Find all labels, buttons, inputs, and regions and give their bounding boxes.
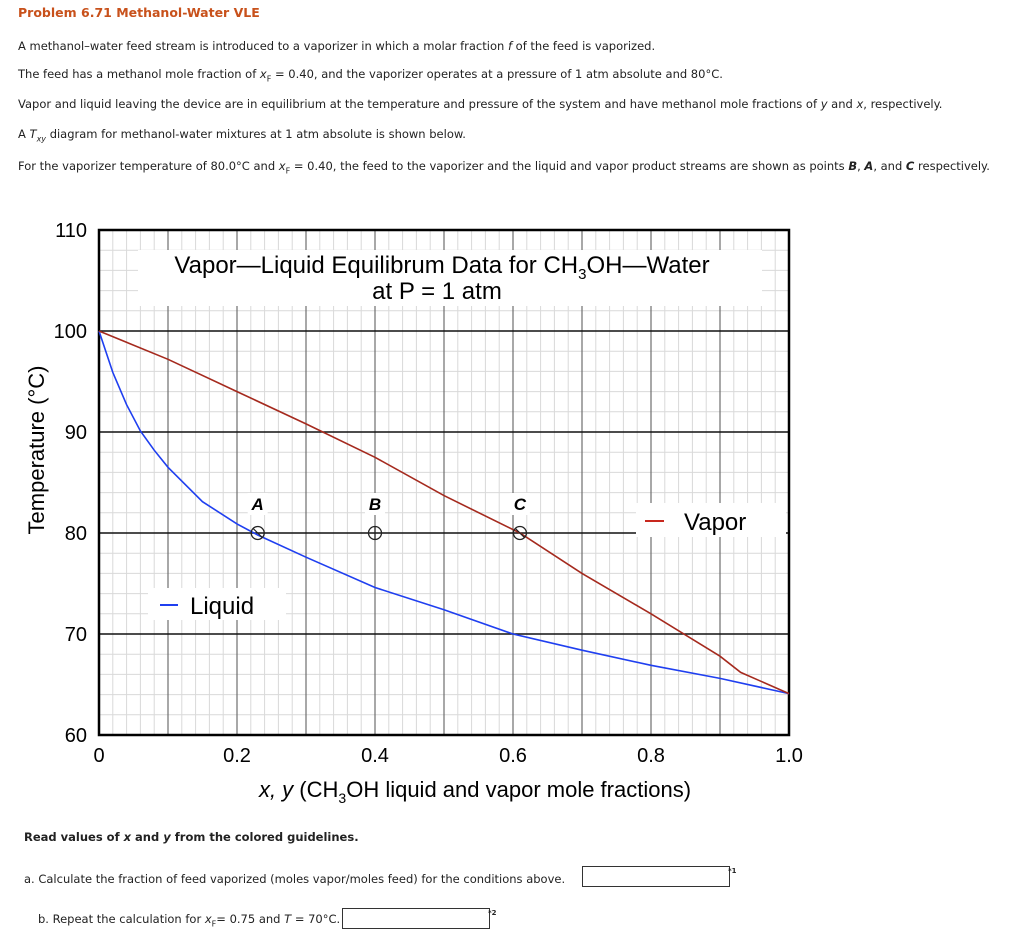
p5-var: x bbox=[278, 159, 286, 173]
point-label: C bbox=[513, 495, 527, 514]
p4-sub: xy bbox=[36, 134, 47, 144]
p1-end: of the feed is vaporized. bbox=[515, 39, 656, 53]
x-tick-label: 1.0 bbox=[775, 745, 803, 767]
p5-point-a: A bbox=[864, 159, 874, 173]
y-tick-label: 110 bbox=[55, 220, 87, 242]
p5-point-b: B bbox=[848, 159, 858, 173]
answer-a-input[interactable] bbox=[582, 866, 730, 887]
y-tick-label: 60 bbox=[64, 725, 87, 747]
x-axis-label: x, y ($CH_3OH$ liquid and vapor mole fractions) bbox=[258, 777, 692, 806]
p2-start: The feed has a methanol mole fraction of bbox=[18, 67, 257, 81]
b-var: x bbox=[204, 912, 212, 926]
p3-and: and bbox=[831, 97, 853, 111]
p4-end: diagram for methanol-water mixtures at 1 atm absolute is shown below. bbox=[49, 127, 466, 141]
p2-end: = 0.40, and the vaporizer operates at a pressure of 1 atm absolute and 80°C. bbox=[275, 67, 723, 81]
p5-point-c: C bbox=[905, 159, 915, 173]
problem-title: Problem 6.71 Methanol-Water VLE bbox=[18, 5, 260, 20]
b-T: T bbox=[284, 912, 292, 926]
p5-start: For the vaporizer temperature of 80.0°C and bbox=[18, 159, 276, 173]
instruction-x: x bbox=[123, 830, 132, 844]
x-tick-label: 0 bbox=[93, 745, 105, 767]
x-tick-label: 0.4 bbox=[361, 745, 389, 767]
answer-b-input[interactable] bbox=[342, 908, 490, 929]
point-label: A bbox=[251, 495, 264, 514]
y-tick-label: 100 bbox=[53, 321, 87, 343]
point-label: B bbox=[368, 495, 382, 514]
p2-var: x bbox=[259, 67, 267, 81]
p3-end: , respectively. bbox=[863, 97, 943, 111]
instruction-y: y bbox=[163, 830, 171, 844]
p5-sub: F bbox=[285, 166, 291, 176]
p5-mid: = 0.40, the feed to the vaporizer and the liquid and vapor product streams are shown as points bbox=[293, 159, 845, 173]
p5-comma-1: , bbox=[857, 159, 861, 173]
p4-start: A bbox=[18, 127, 26, 141]
x-tick-labels bbox=[93, 745, 802, 767]
p1-var: f bbox=[507, 39, 512, 53]
b-sub: F bbox=[211, 919, 217, 929]
p1-text: A methanol–water feed stream is introduced to a vaporizer in which a molar fraction bbox=[18, 39, 505, 53]
p3-y: y bbox=[820, 97, 828, 111]
x-tick-label: 0.6 bbox=[499, 745, 527, 767]
chart-title-line1: Vapor—Liquid Equilibrum Data for $CH_3OH—Water$ bbox=[174, 252, 710, 283]
p5-end: respectively. bbox=[918, 159, 990, 173]
question-b: b. Repeat the calculation for $x_F= 0.75$ and T = 70°C. bbox=[38, 912, 341, 929]
x-tick-label: 0.8 bbox=[637, 745, 665, 767]
legend-vapor-label: Vapor bbox=[684, 509, 747, 536]
answer-a-mark: *1 bbox=[728, 867, 737, 875]
y-tick-label: 70 bbox=[64, 624, 87, 646]
question-a: a. Calculate the fraction of feed vaporized (moles vapor/moles feed) for the conditions above. bbox=[24, 872, 566, 886]
y-tick-labels bbox=[54, 220, 87, 747]
p2-sub: F bbox=[266, 74, 272, 84]
chart-title-line2: at P = 1 atm bbox=[372, 278, 502, 305]
answer-b-mark: *2 bbox=[488, 909, 497, 917]
y-tick-label: 80 bbox=[64, 523, 87, 545]
x-tick-label: 0.2 bbox=[223, 745, 251, 767]
y-tick-label: 90 bbox=[64, 422, 87, 444]
p5-comma-2: , and bbox=[873, 159, 903, 173]
p4-var: T bbox=[29, 127, 37, 141]
p3-start: Vapor and liquid leaving the device are in equilibrium at the temperature and pressure of the system and have methanol mole fractions of bbox=[18, 97, 818, 111]
legend-liquid-label: Liquid bbox=[190, 593, 255, 620]
p3-x: x bbox=[856, 97, 864, 111]
instruction: Read values of x and y from the colored guidelines. bbox=[24, 830, 359, 844]
y-axis-label: Temperature (°C) bbox=[24, 365, 49, 535]
